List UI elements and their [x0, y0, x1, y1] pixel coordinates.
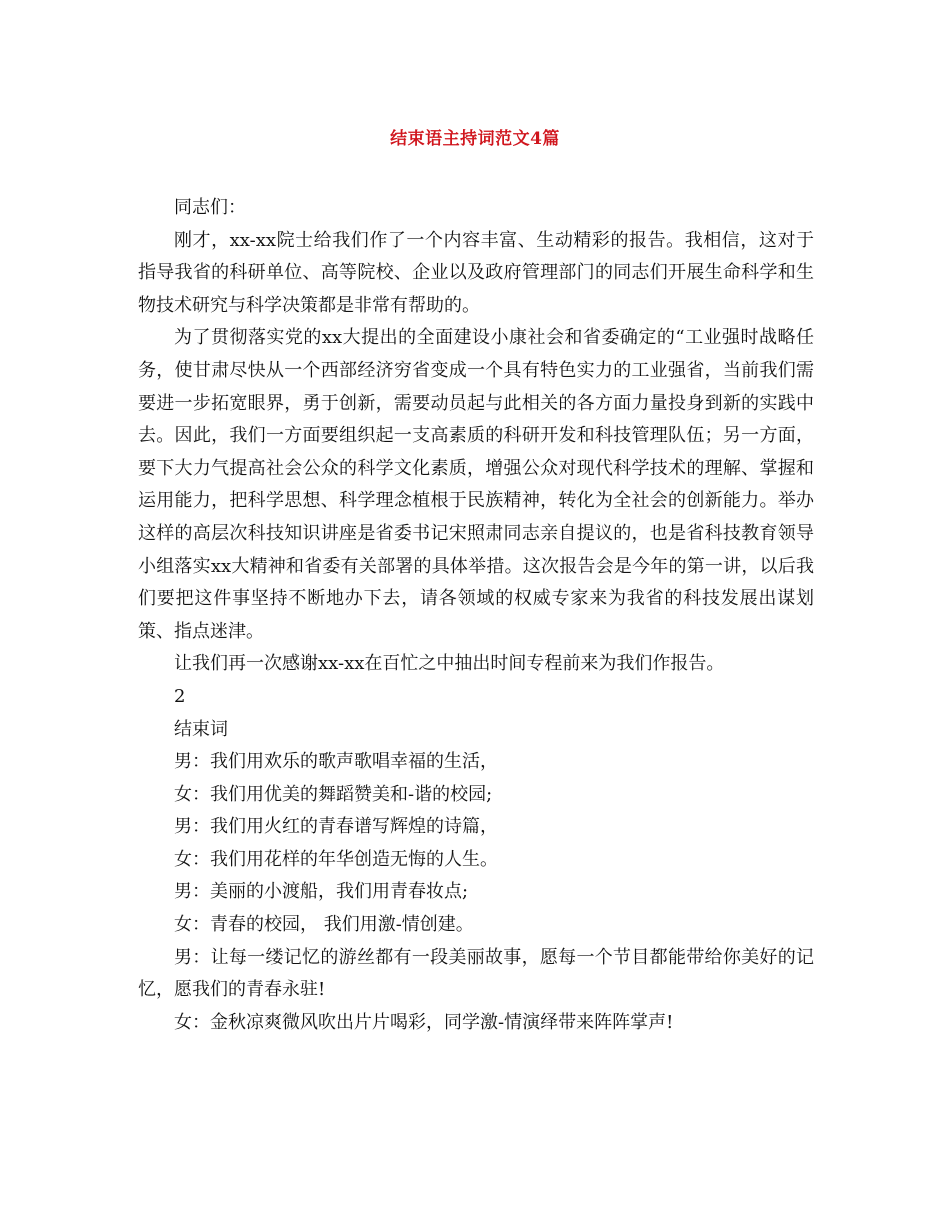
section-number: 2 — [174, 685, 186, 707]
dialogue-line: 男：我们用欢乐的歌声歌唱幸福的生活， — [174, 751, 498, 773]
paragraph: 为了贯彻落实党的xx大提出的全面建设小康社会和省委确定的“工业强时战略任务，使甘肃尽快从一个西部经济穷省变成一个具有特色实力的工业强省，当前我们需要进一步拓宽眼界，勇于创新，需要动员起与此相关的各方面力量投身到新的实践中去。因此，我们一方面要组织起一支高素质的科研开发和科技管理队伍；另一方面，要下大力气提高社会公众的科学文化素质，增强公众对现代科学技术的理解、掌握和运用能力，把科学思想、科学理念植根于民族精神，转化为全社会的创新能力。举办这样的高层次科技知识讲座是省委书记宋照肃同志亲自提议的，也是省科技教育领导小组落实xx大精神和省委有关部署的具体举措。这次报告会是今年的第一讲，以后我们要把这件事坚持不断地办下去，请各领域的权威专家来为我省的科技发展出谋划策、指点迷津。 — [138, 327, 814, 642]
dialogue-line: 女：金秋凉爽微风吹出片片喝彩，同学激-情演绎带来阵阵掌声! — [174, 1011, 674, 1033]
section-heading: 结束词 — [174, 718, 228, 740]
paragraph: 刚才，xx-xx院士给我们作了一个内容丰富、生动精彩的报告。我相信，这对于指导我省的科研单位、高等院校、企业以及政府管理部门的同志们开展生命科学和生物技术研究与科学决策都是非常有帮助的。 — [138, 229, 814, 316]
dialogue-line: 男：我们用火红的青春谱写辉煌的诗篇， — [174, 816, 498, 838]
dialogue-line: 女：我们用优美的舞蹈赞美和-谐的校园; — [174, 783, 493, 805]
dialogue-line: 女：我们用花样的年华创造无悔的人生。 — [174, 848, 498, 870]
paragraph: 让我们再一次感谢xx-xx在百忙之中抽出时间专程前来为我们作报告。 — [174, 653, 725, 675]
paragraph-greeting: 同志们： — [174, 197, 246, 218]
dialogue-line: 男：让每一缕记忆的游丝都有一段美丽故事，愿每一个节目都能带给你美好的记忆，愿我们的青春永驻! — [138, 946, 814, 1001]
dialogue-line: 女：青春的校园， 我们用激-情创建。 — [174, 914, 474, 936]
page-title: 结束语主持词范文4篇 — [390, 129, 560, 149]
dialogue-line: 男：美丽的小渡船，我们用青春妆点; — [174, 881, 469, 903]
document-body — [138, 192, 814, 1039]
